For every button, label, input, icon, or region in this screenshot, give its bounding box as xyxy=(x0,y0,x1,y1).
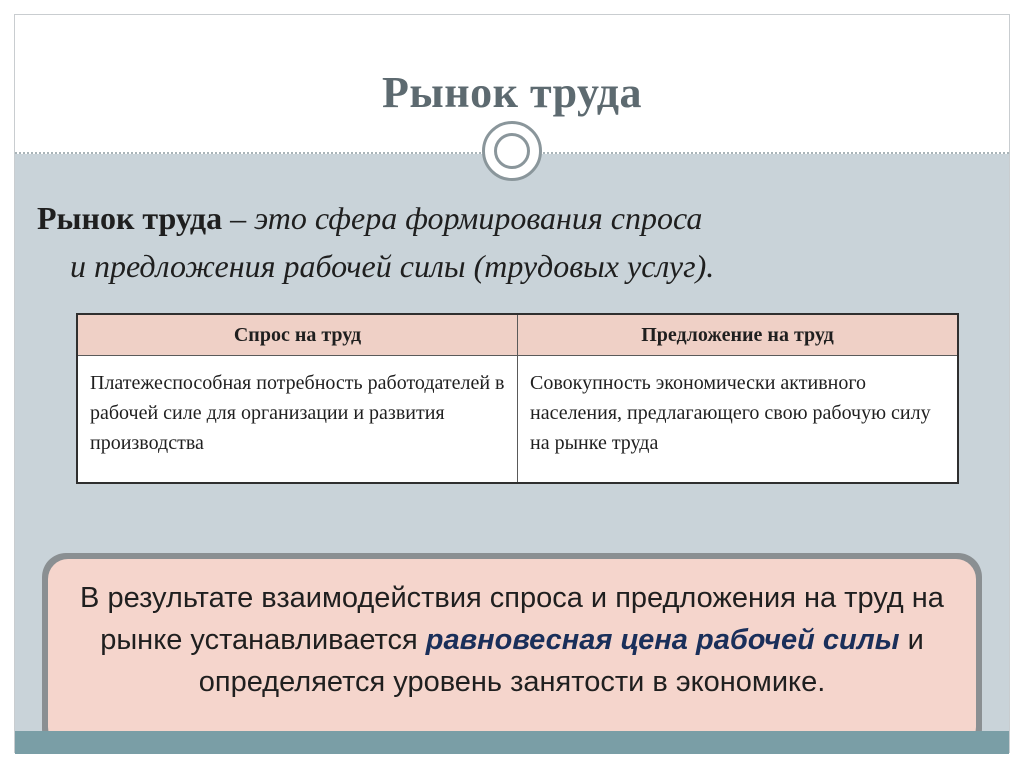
callout-part1: В результате взаимодействия спроса и предложения на труд на рынке устанавливается xyxy=(80,582,944,656)
slide-title: Рынок труда xyxy=(382,68,642,117)
callout-text xyxy=(48,559,976,747)
definition-dash: – xyxy=(222,200,255,236)
definition-text xyxy=(37,194,967,290)
callout-emphasis: равновесная цена рабочей силы xyxy=(425,624,900,656)
cell-supply: Совокупность экономически активного населения, предлагающего свою рабочую силу на рынке труда xyxy=(517,356,957,482)
cell-demand: Платежеспособная потребность работодателей в рабочей силе для организации и развития производства xyxy=(90,372,505,454)
bottom-band xyxy=(15,731,1009,754)
callout-part2: и определяется уровень занятости в экономике. xyxy=(198,624,924,698)
callout-box xyxy=(42,553,982,753)
content-area xyxy=(15,154,1009,754)
header-supply: Предложение на труд xyxy=(517,315,957,355)
slide xyxy=(14,14,1010,753)
definition-line1: это сфера формирования спроса xyxy=(254,200,703,236)
definition-line2: и предложения рабочей силы (трудовых услуг). xyxy=(70,248,715,284)
table-header-row xyxy=(78,315,957,356)
comparison-table xyxy=(76,313,959,484)
circle-ornament-icon xyxy=(482,121,542,181)
table-row xyxy=(78,356,957,482)
definition-term: Рынок труда xyxy=(37,200,223,236)
header-demand: Спрос на труд xyxy=(233,324,362,346)
inner-circle-icon xyxy=(494,133,530,169)
